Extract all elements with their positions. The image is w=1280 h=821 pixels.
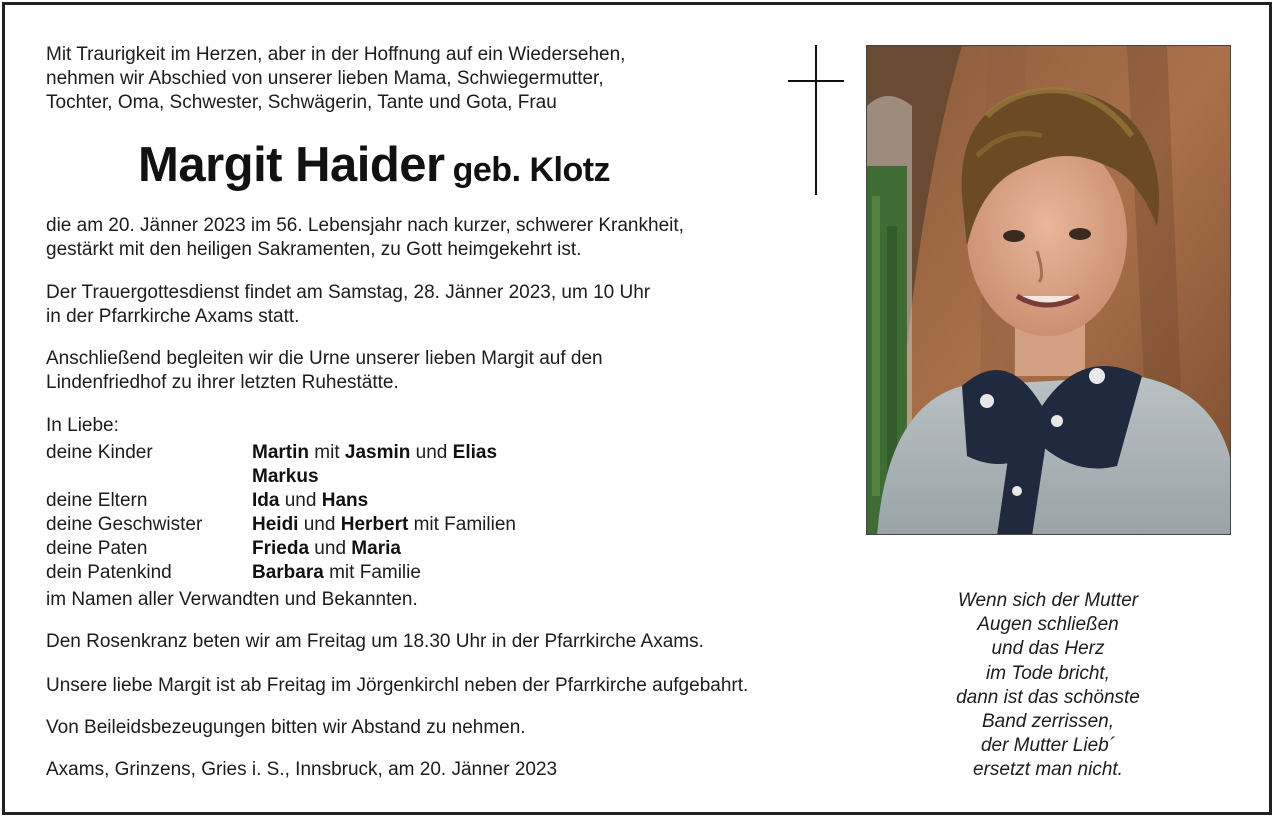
death-notice-line-1: die am 20. Jänner 2023 im 56. Lebensjahr nach kurzer, schwerer Krankheit,	[46, 215, 684, 236]
family-member-name: Martin	[252, 442, 309, 463]
poem-line: im Tode bricht,	[986, 662, 1110, 684]
family-relation: deine Eltern	[46, 490, 148, 511]
family-connector: und	[309, 538, 352, 559]
rosary-notice: Den Rosenkranz beten wir am Freitag um 18.30 Uhr in der Pfarrkirche Axams.	[46, 631, 704, 652]
family-member-name: Heidi	[252, 514, 299, 535]
poem-line: Band zerrissen,	[981, 711, 1114, 733]
family-connector: und	[298, 514, 341, 535]
family-member-name: Markus	[252, 466, 319, 487]
family-member-name: Hans	[321, 490, 369, 511]
family-names	[252, 537, 401, 561]
burial-line-2: Lindenfriedhof zu ihrer letzten Ruhestätte.	[46, 372, 399, 393]
family-names	[252, 513, 516, 537]
poem	[918, 589, 1178, 783]
family-member-name: Barbara	[252, 562, 324, 583]
family-names	[252, 489, 368, 513]
family-member-name: Elias	[452, 442, 498, 463]
death-notice-line-2: gestärkt mit den heiligen Sakramenten, zu Gott heimgekehrt ist.	[46, 239, 582, 260]
poem-line: dann ist das schönste	[956, 686, 1140, 708]
place-date: Axams, Grinzens, Gries i. S., Innsbruck, am 20. Jänner 2023	[46, 759, 558, 780]
family-connector: mit Familien	[408, 514, 516, 535]
cross-icon	[788, 45, 844, 195]
deceased-name-heading	[138, 132, 610, 203]
burial-line-1: Anschließend begleiten wir die Urne unserer lieben Margit auf den	[46, 348, 603, 369]
family-connector: mit Familie	[323, 562, 421, 583]
family-relation: dein Patenkind	[46, 562, 172, 583]
poem-line: der Mutter Lieb´	[980, 735, 1116, 757]
intro-line-1: Mit Traurigkeit im Herzen, aber in der Hoffnung auf ein Wiedersehen,	[46, 44, 626, 65]
family-member-name: Maria	[351, 538, 401, 559]
relatives-line: im Namen aller Verwandten und Bekannten.	[46, 589, 418, 610]
family-relation: deine Kinder	[46, 442, 153, 463]
poem-line: Augen schließen	[977, 614, 1119, 636]
intro-line-2: nehmen wir Abschied von unserer lieben Mama, Schwiegermutter,	[46, 68, 604, 89]
condolences-notice: Von Beileidsbezeugungen bitten wir Abstand zu nehmen.	[46, 717, 526, 738]
intro-line-3: Tochter, Oma, Schwester, Schwägerin, Tante und Gota, Frau	[46, 92, 557, 113]
family-member-name: Frieda	[252, 538, 310, 559]
family-relation: deine Paten	[46, 538, 148, 559]
family-names	[252, 441, 497, 465]
family-relation: deine Geschwister	[46, 514, 203, 535]
family-connector: und	[279, 490, 322, 511]
poem-line: Wenn sich der Mutter	[957, 590, 1139, 611]
viewing-notice: Unsere liebe Margit ist ab Freitag im Jörgenkirchl neben der Pfarrkirche aufgebahrt.	[46, 675, 749, 696]
service-line-2: in der Pfarrkirche Axams statt.	[46, 306, 300, 327]
family-names	[252, 465, 319, 489]
family-member-name: Jasmin	[344, 442, 411, 463]
family-connector: und	[410, 442, 453, 463]
maiden-name: geb. Klotz	[452, 151, 611, 189]
family-member-name: Ida	[252, 490, 280, 511]
poem-line: ersetzt man nicht.	[973, 759, 1123, 781]
in-love-label: In Liebe:	[46, 415, 119, 436]
family-names	[252, 561, 421, 585]
family-member-name: Herbert	[340, 514, 409, 535]
deceased-name: Margit Haider	[138, 138, 445, 192]
poem-line: und das Herz	[991, 638, 1105, 660]
family-connector: mit	[309, 442, 345, 463]
service-line-1: Der Trauergottesdienst findet am Samstag, 28. Jänner 2023, um 10 Uhr	[46, 282, 651, 303]
portrait-photo	[866, 45, 1231, 535]
